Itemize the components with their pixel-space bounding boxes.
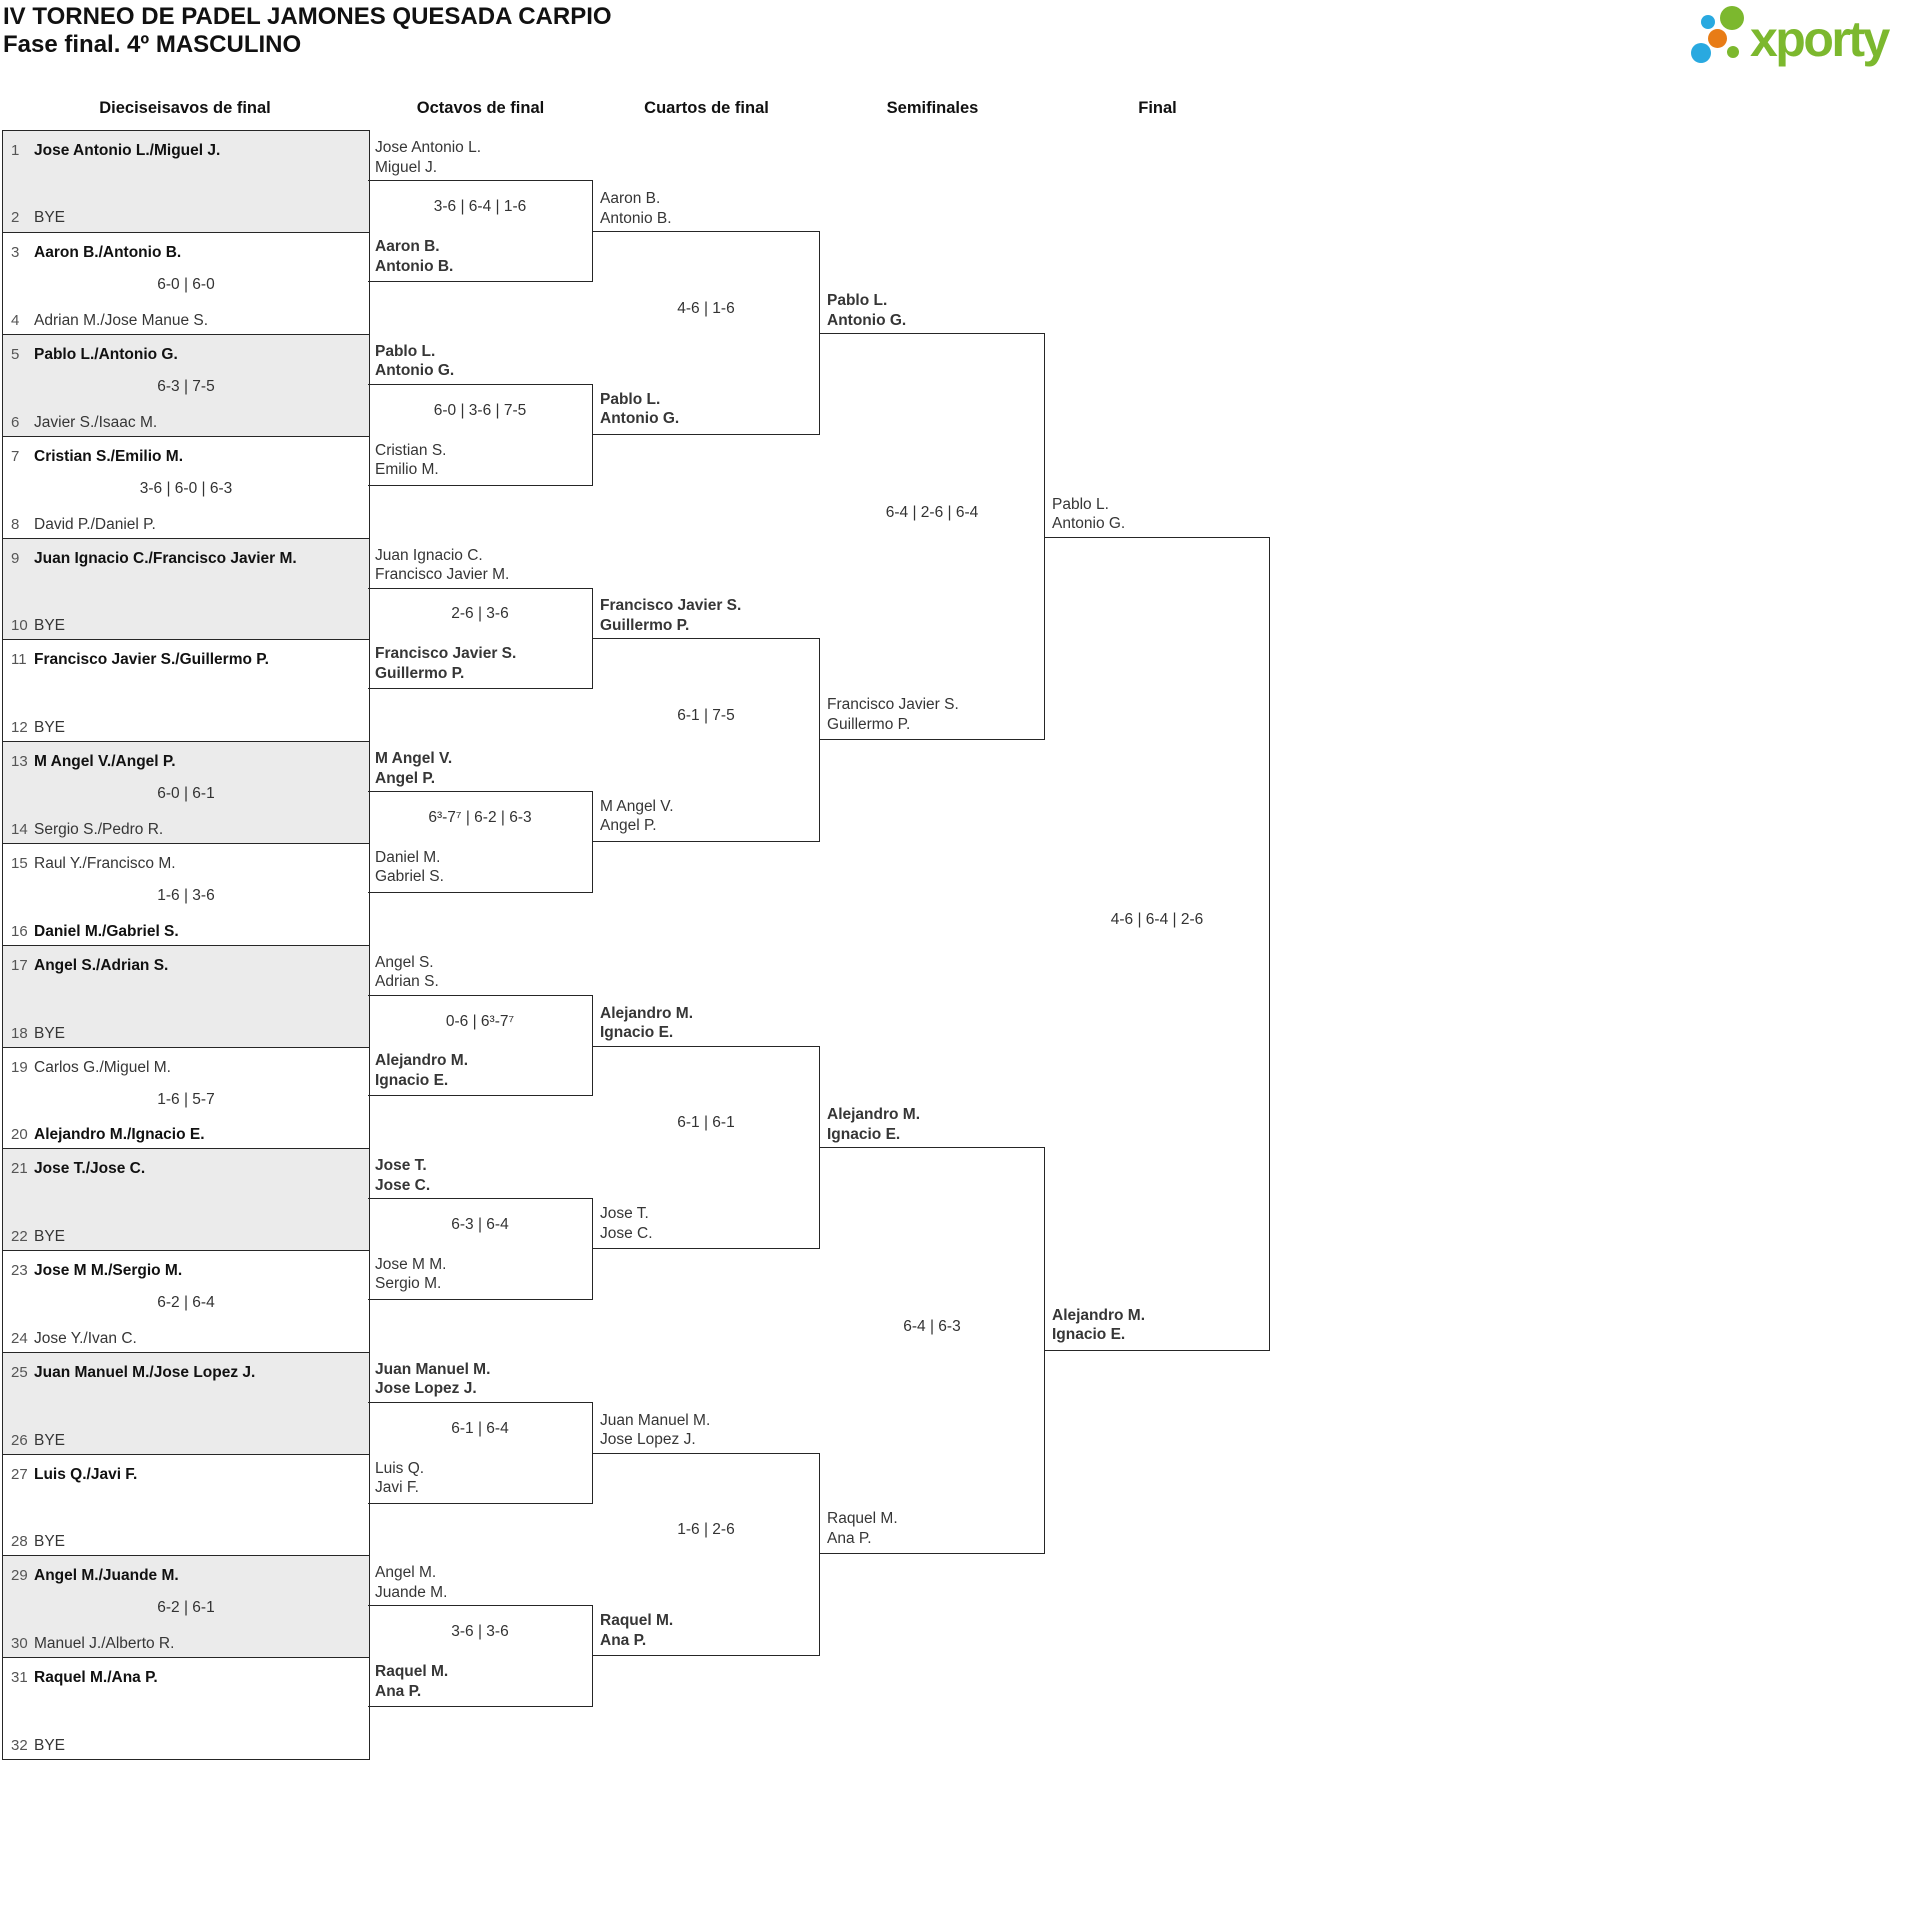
team-name[interactable]: Francisco Javier S./Guillermo P. bbox=[34, 651, 269, 669]
match-score: 1-6 | 5-7 bbox=[157, 1090, 215, 1108]
team-name[interactable]: Adrian M./Jose Manue S. bbox=[34, 312, 209, 330]
seed-number: 18 bbox=[11, 1024, 28, 1042]
seed-number: 1 bbox=[11, 141, 20, 159]
team-name[interactable]: Raquel M./Ana P. bbox=[34, 1669, 158, 1687]
match-score: 6-1 | 7-5 bbox=[677, 707, 735, 725]
r32-entry-32 bbox=[3, 1736, 369, 1756]
team-name[interactable] bbox=[600, 390, 817, 429]
match-score: 6³-7⁷ | 6-2 | 6-3 bbox=[428, 808, 532, 826]
team-name[interactable]: Sergio S./Pedro R. bbox=[34, 820, 164, 838]
team-player: Juan Ignacio C. bbox=[375, 546, 483, 564]
octavos-match-3 bbox=[368, 546, 593, 690]
r32-entry-26 bbox=[3, 1431, 369, 1451]
match-score: 3-6 | 6-4 | 1-6 bbox=[433, 198, 527, 216]
round-header-cuartos: Cuartos de final bbox=[644, 99, 769, 117]
r32-match-9 bbox=[3, 945, 369, 1047]
seed-number: 19 bbox=[11, 1058, 28, 1076]
team-name[interactable] bbox=[600, 1611, 817, 1650]
match-score: 4-6 | 1-6 bbox=[677, 300, 735, 318]
r32-entry-20 bbox=[3, 1125, 369, 1145]
match-score: 6-0 | 6-1 bbox=[157, 785, 215, 803]
team-name[interactable]: BYE bbox=[34, 1736, 66, 1754]
team-name[interactable]: Aaron B./Antonio B. bbox=[34, 244, 182, 262]
match-score: 6-3 | 7-5 bbox=[157, 378, 215, 396]
team-name[interactable] bbox=[600, 1204, 817, 1243]
team-name[interactable] bbox=[600, 1004, 817, 1043]
team-player: Jose Antonio L. bbox=[375, 139, 481, 157]
team-player: Javi F. bbox=[375, 1479, 419, 1497]
team-player: Antonio G. bbox=[1052, 515, 1126, 533]
team-player: Angel S. bbox=[375, 953, 434, 971]
octavos-match-2 bbox=[368, 342, 593, 486]
r32-entry-1 bbox=[3, 141, 369, 161]
match-score: 6-0 | 3-6 | 7-5 bbox=[433, 401, 527, 419]
seed-number: 3 bbox=[11, 244, 20, 262]
team-player: Francisco Javier S. bbox=[827, 696, 959, 714]
team-player: Ignacio E. bbox=[1052, 1326, 1126, 1344]
team-player: Guillermo P. bbox=[827, 715, 911, 733]
team-name[interactable]: Angel S./Adrian S. bbox=[34, 956, 169, 974]
match-score: 6-1 | 6-4 bbox=[451, 1419, 509, 1437]
r32-entry-10 bbox=[3, 616, 369, 636]
team-name[interactable] bbox=[375, 138, 590, 177]
team-player: Antonio G. bbox=[600, 410, 680, 428]
team-player: Miguel J. bbox=[375, 158, 438, 176]
match-score: 6-4 | 2-6 | 6-4 bbox=[885, 503, 979, 521]
team-player: Juan Manuel M. bbox=[375, 1360, 491, 1378]
team-player: Luis Q. bbox=[375, 1459, 425, 1477]
team-player: Adrian S. bbox=[375, 973, 439, 991]
team-name[interactable]: Luis Q./Javi F. bbox=[34, 1465, 138, 1483]
octavos-match-6 bbox=[368, 1157, 593, 1300]
team-player: Angel P. bbox=[600, 817, 657, 835]
seed-number: 5 bbox=[11, 346, 20, 364]
team-name[interactable] bbox=[375, 342, 590, 381]
team-name[interactable] bbox=[375, 749, 590, 788]
r32-entry-4 bbox=[3, 311, 369, 331]
r32-match-8 bbox=[3, 843, 369, 945]
r32-entry-25 bbox=[3, 1363, 369, 1383]
team-name[interactable] bbox=[375, 1255, 590, 1294]
team-player: Ana P. bbox=[600, 1631, 647, 1649]
seed-number: 23 bbox=[11, 1262, 28, 1280]
seed-number: 9 bbox=[11, 549, 20, 567]
r32-entry-14 bbox=[3, 820, 369, 840]
match-score: 1-6 | 3-6 bbox=[157, 886, 215, 904]
cuartos-match-2 bbox=[593, 597, 820, 842]
team-name[interactable] bbox=[375, 1051, 590, 1090]
r32-entry-7 bbox=[3, 447, 369, 467]
team-name[interactable] bbox=[827, 695, 1042, 734]
team-name[interactable]: BYE bbox=[34, 1533, 66, 1551]
team-player: Francisco Javier M. bbox=[375, 566, 510, 583]
seed-number: 25 bbox=[11, 1363, 28, 1381]
r32-entry-22 bbox=[3, 1227, 369, 1247]
seed-number: 4 bbox=[11, 312, 20, 330]
octavos-match-8 bbox=[368, 1564, 593, 1707]
r32-entry-21 bbox=[3, 1159, 369, 1179]
team-name[interactable] bbox=[375, 848, 590, 887]
team-name[interactable] bbox=[1052, 1306, 1267, 1345]
match-score: 6-4 | 6-3 bbox=[903, 1317, 961, 1335]
semis-match-1 bbox=[820, 292, 1045, 740]
final-match-1 bbox=[1045, 495, 1270, 1351]
round-of-32-column bbox=[2, 130, 370, 1760]
round-header-final: Final bbox=[1138, 99, 1177, 117]
team-name[interactable] bbox=[375, 441, 590, 480]
team-name[interactable] bbox=[375, 546, 590, 585]
team-player: Raquel M. bbox=[827, 1510, 898, 1528]
team-player: Angel M. bbox=[375, 1564, 437, 1582]
cuartos-match-4 bbox=[593, 1411, 820, 1657]
match-score: 0-6 | 6³-7⁷ bbox=[445, 1012, 515, 1030]
team-player: Alejandro M. bbox=[827, 1106, 921, 1124]
team-player: Jose Lopez J. bbox=[375, 1380, 477, 1398]
team-player: Aaron B. bbox=[600, 190, 661, 208]
team-name[interactable]: Angel M./Juande M. bbox=[34, 1567, 179, 1585]
team-player: Jose C. bbox=[600, 1224, 653, 1242]
match-score: 1-6 | 2-6 bbox=[677, 1521, 735, 1539]
team-player: Alejandro M. bbox=[600, 1004, 694, 1022]
team-name[interactable] bbox=[600, 797, 817, 836]
seed-number: 32 bbox=[11, 1736, 28, 1754]
seed-number: 2 bbox=[11, 209, 20, 227]
team-name[interactable] bbox=[827, 291, 1042, 330]
r32-entry-19 bbox=[3, 1058, 369, 1078]
team-name[interactable]: Jose M M./Sergio M. bbox=[34, 1262, 183, 1280]
team-player: Alejandro M. bbox=[1052, 1306, 1146, 1324]
team-player: Jose T. bbox=[375, 1157, 427, 1175]
team-player: Jose M M. bbox=[375, 1255, 447, 1273]
r32-entry-23 bbox=[3, 1261, 369, 1281]
r32-entry-11 bbox=[3, 650, 369, 670]
team-name[interactable] bbox=[375, 1662, 590, 1701]
team-name[interactable] bbox=[375, 1459, 590, 1498]
team-player: Ignacio E. bbox=[375, 1071, 449, 1089]
semis-match-2 bbox=[820, 1106, 1045, 1554]
seed-number: 8 bbox=[11, 515, 20, 533]
r32-match-12 bbox=[3, 1250, 369, 1352]
r32-match-1 bbox=[3, 131, 369, 233]
seed-number: 30 bbox=[11, 1635, 28, 1653]
team-player: Antonio G. bbox=[375, 362, 455, 380]
team-player: Raquel M. bbox=[375, 1663, 449, 1681]
team-name[interactable] bbox=[600, 596, 817, 635]
team-player: Juande M. bbox=[375, 1583, 448, 1601]
match-score: 6-2 | 6-1 bbox=[157, 1599, 215, 1617]
r32-entry-28 bbox=[3, 1532, 369, 1552]
team-player: Cristian S. bbox=[375, 441, 447, 459]
round-header-semifinales: Semifinales bbox=[886, 99, 979, 117]
match-score: 6-2 | 6-4 bbox=[157, 1294, 215, 1312]
r32-match-3 bbox=[3, 334, 369, 436]
team-player: Pablo L. bbox=[827, 292, 888, 310]
team-name[interactable]: Jose T./Jose C. bbox=[34, 1160, 146, 1178]
r32-match-16 bbox=[3, 1657, 369, 1759]
team-name[interactable]: David P./Daniel P. bbox=[34, 515, 156, 533]
team-player: Ignacio E. bbox=[827, 1125, 901, 1143]
team-player: Francisco Javier S. bbox=[600, 597, 742, 615]
seed-number: 11 bbox=[11, 651, 27, 669]
team-player: Antonio B. bbox=[600, 209, 672, 227]
seed-number: 15 bbox=[11, 854, 28, 872]
seed-number: 21 bbox=[11, 1160, 28, 1178]
team-name[interactable] bbox=[600, 1411, 817, 1450]
r32-match-2 bbox=[3, 232, 369, 334]
r32-entry-8 bbox=[3, 515, 369, 535]
seed-number: 20 bbox=[11, 1126, 28, 1144]
seed-number: 13 bbox=[11, 753, 28, 771]
team-name[interactable]: Alejandro M./Ignacio E. bbox=[34, 1126, 205, 1144]
team-player: Aaron B. bbox=[375, 238, 440, 256]
team-player: Guillermo P. bbox=[600, 616, 690, 634]
seed-number: 12 bbox=[11, 719, 28, 737]
team-name[interactable]: BYE bbox=[34, 617, 66, 635]
team-name[interactable]: Cristian S./Emilio M. bbox=[34, 447, 183, 465]
team-player: Guillermo P. bbox=[375, 664, 465, 682]
team-name[interactable] bbox=[1052, 495, 1267, 534]
team-player: Jose C. bbox=[375, 1176, 431, 1194]
r32-entry-31 bbox=[3, 1668, 369, 1688]
team-name[interactable]: BYE bbox=[34, 209, 66, 227]
team-player: M Angel V. bbox=[375, 750, 453, 768]
team-name[interactable]: Jose Y./Ivan C. bbox=[34, 1329, 137, 1347]
r32-entry-24 bbox=[3, 1329, 369, 1349]
r32-entry-2 bbox=[3, 208, 369, 228]
team-player: Alejandro M. bbox=[375, 1052, 469, 1070]
r32-entry-18 bbox=[3, 1024, 369, 1044]
team-player: Pablo L. bbox=[1052, 495, 1109, 513]
team-player: Ana P. bbox=[375, 1682, 422, 1700]
r32-entry-17 bbox=[3, 956, 369, 976]
team-name[interactable] bbox=[375, 1156, 590, 1195]
seed-number: 24 bbox=[11, 1329, 28, 1347]
team-player: Jose T. bbox=[600, 1205, 649, 1223]
team-player: Ana P. bbox=[827, 1529, 872, 1547]
team-player: Gabriel S. bbox=[375, 868, 444, 886]
team-name[interactable] bbox=[827, 1509, 1042, 1548]
round-header-dieciseisavos: Dieciseisavos de final bbox=[99, 99, 271, 117]
match-score: 2-6 | 3-6 bbox=[451, 605, 509, 623]
r32-entry-12 bbox=[3, 718, 369, 738]
r32-match-7 bbox=[3, 741, 369, 843]
cuartos-match-1 bbox=[593, 190, 820, 435]
page-title: IV TORNEO DE PADEL JAMONES QUESADA CARPIO bbox=[3, 3, 612, 30]
team-name[interactable]: M Angel V./Angel P. bbox=[34, 753, 176, 771]
team-name[interactable]: Javier S./Isaac M. bbox=[34, 413, 158, 431]
seed-number: 27 bbox=[11, 1465, 28, 1483]
team-name[interactable] bbox=[827, 1105, 1042, 1144]
seed-number: 29 bbox=[11, 1567, 28, 1585]
octavos-match-4 bbox=[368, 750, 593, 893]
r32-entry-3 bbox=[3, 243, 369, 263]
r32-entry-15 bbox=[3, 854, 369, 874]
team-name[interactable]: Manuel J./Alberto R. bbox=[34, 1635, 175, 1653]
r32-match-4 bbox=[3, 436, 369, 538]
team-name[interactable] bbox=[375, 1360, 590, 1399]
r32-entry-29 bbox=[3, 1566, 369, 1586]
r32-match-13 bbox=[3, 1352, 369, 1454]
team-player: Sergio M. bbox=[375, 1275, 442, 1293]
round-header-octavos: Octavos de final bbox=[416, 99, 545, 117]
team-name[interactable]: BYE bbox=[34, 1228, 66, 1246]
seed-number: 22 bbox=[11, 1228, 28, 1246]
team-name[interactable] bbox=[375, 237, 590, 276]
team-name[interactable]: BYE bbox=[34, 1431, 66, 1449]
team-player: Ignacio E. bbox=[600, 1024, 674, 1042]
team-player: Antonio B. bbox=[375, 257, 454, 275]
team-player: Antonio G. bbox=[827, 311, 907, 329]
seed-number: 28 bbox=[11, 1533, 28, 1551]
team-name[interactable]: BYE bbox=[34, 1024, 66, 1042]
seed-number: 6 bbox=[11, 413, 20, 431]
team-player: M Angel V. bbox=[600, 797, 674, 815]
octavos-match-7 bbox=[368, 1360, 593, 1504]
seed-number: 10 bbox=[11, 617, 28, 635]
r32-entry-16 bbox=[3, 922, 369, 942]
r32-match-15 bbox=[3, 1555, 369, 1657]
r32-match-14 bbox=[3, 1454, 369, 1556]
team-player: Pablo L. bbox=[600, 390, 661, 408]
team-player: Francisco Javier S. bbox=[375, 645, 517, 663]
match-score: 6-3 | 6-4 bbox=[451, 1216, 509, 1234]
seed-number: 16 bbox=[11, 922, 28, 940]
team-name[interactable]: Jose Antonio L./Miguel J. bbox=[34, 141, 221, 159]
team-player: Emilio M. bbox=[375, 461, 439, 479]
r32-entry-5 bbox=[3, 345, 369, 365]
r32-entry-30 bbox=[3, 1634, 369, 1654]
team-player: Raquel M. bbox=[600, 1612, 674, 1630]
r32-match-10 bbox=[3, 1047, 369, 1149]
xporty-logo-text: xporty bbox=[1750, 11, 1888, 67]
team-name[interactable]: Juan Ignacio C./Francisco Javier M. bbox=[34, 549, 297, 567]
page-subtitle: Fase final. 4º MASCULINO bbox=[3, 31, 302, 58]
team-name[interactable]: Raul Y./Francisco M. bbox=[34, 854, 176, 872]
seed-number: 31 bbox=[11, 1669, 28, 1687]
team-name[interactable] bbox=[600, 189, 817, 228]
team-name[interactable]: Daniel M./Gabriel S. bbox=[34, 922, 179, 940]
match-score: 3-6 | 6-0 | 6-3 bbox=[139, 479, 233, 497]
seed-number: 14 bbox=[11, 820, 28, 838]
octavos-match-1 bbox=[368, 139, 593, 282]
seed-number: 7 bbox=[11, 447, 20, 465]
seed-number: 26 bbox=[11, 1431, 28, 1449]
team-name[interactable]: Juan Manuel M./Jose Lopez J. bbox=[34, 1363, 256, 1381]
r32-match-6 bbox=[3, 639, 369, 741]
team-player: Juan Manuel M. bbox=[600, 1411, 711, 1429]
team-player: Angel P. bbox=[375, 769, 436, 787]
team-player: Daniel M. bbox=[375, 848, 441, 866]
match-score: 6-1 | 6-1 bbox=[677, 1114, 735, 1132]
team-name[interactable]: BYE bbox=[34, 719, 66, 737]
r32-entry-27 bbox=[3, 1465, 369, 1485]
team-name[interactable] bbox=[375, 644, 590, 683]
match-score: 3-6 | 3-6 bbox=[451, 1623, 509, 1641]
r32-match-5 bbox=[3, 538, 369, 640]
match-score: 6-0 | 6-0 bbox=[157, 276, 215, 294]
team-name[interactable]: Pablo L./Antonio G. bbox=[34, 346, 178, 364]
team-player: Pablo L. bbox=[375, 342, 436, 360]
octavos-match-5 bbox=[368, 953, 593, 1097]
r32-match-11 bbox=[3, 1148, 369, 1250]
team-name[interactable] bbox=[375, 1563, 590, 1602]
cuartos-match-3 bbox=[593, 1004, 820, 1250]
team-name[interactable]: Carlos G./Miguel M. bbox=[34, 1058, 171, 1076]
match-score: 4-6 | 6-4 | 2-6 bbox=[1110, 910, 1204, 928]
seed-number: 17 bbox=[11, 956, 28, 974]
r32-entry-6 bbox=[3, 413, 369, 433]
r32-entry-13 bbox=[3, 752, 369, 772]
r32-entry-9 bbox=[3, 549, 369, 569]
team-name[interactable] bbox=[375, 953, 590, 992]
team-player: Jose Lopez J. bbox=[600, 1431, 696, 1449]
